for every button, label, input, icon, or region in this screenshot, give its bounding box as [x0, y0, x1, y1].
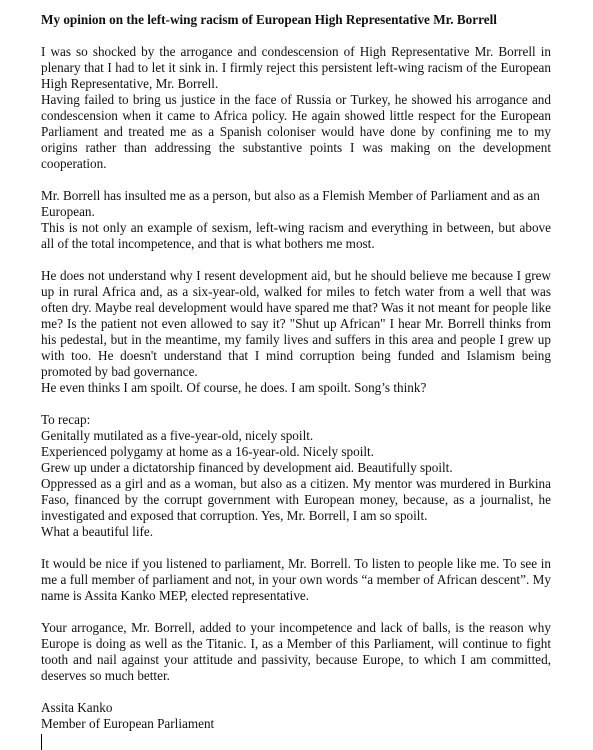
paragraph-spacer	[41, 172, 551, 188]
paragraph: I was so shocked by the arrogance and condescension of High Representative Mr. Borrell in plenary that I had to let it sink in. I firmly reject this persistent left-wing racism of the European High Representative, Mr. Borrell.	[41, 44, 551, 91]
paragraph: Mr. Borrell has insulted me as a person, but also as a Flemish Member of Parliament and as an European.	[41, 188, 540, 219]
paragraph: He even thinks I am spoilt. Of course, he does. I am spoilt. Song’s think?	[41, 380, 427, 395]
list-item: Experienced polygamy at home as a 16-year-old. Nicely spoilt.	[41, 444, 374, 459]
paragraph-spacer	[41, 252, 551, 268]
paragraph-spacer	[41, 540, 551, 556]
list-heading: To recap:	[41, 412, 91, 427]
signature-name: Assita Kanko	[41, 700, 113, 715]
paragraph: It would be nice if you listened to parliament, Mr. Borrell. To listen to people like me. To see in me a full member of parliament and not, in your own words “a member of African descent”. My name is Assita Kanko MEP, elected representative.	[41, 556, 551, 603]
paragraph-spacer	[41, 684, 551, 700]
text-cursor	[41, 734, 42, 750]
document-body[interactable]	[41, 12, 551, 732]
paragraph: Your arrogance, Mr. Borrell, added to your incompetence and lack of balls, is the reason why Europe is doing as well as the Titanic. I, as a Member of this Parliament, will continue to fight tooth and nail against your attitude and passivity, because Europe, to which I am committed, deserves so much better.	[41, 620, 551, 683]
paragraph-spacer	[41, 396, 551, 412]
paragraph: Having failed to bring us justice in the face of Russia or Turkey, he showed his arrogance and condescension when it came to Africa policy. He again showed little respect for the European Parliament and treated me as a Spanish coloniser would have done by confining me to my origins rather than addressing the substantive points I was making on the development cooperation.	[41, 92, 551, 171]
list-item: Oppressed as a girl and as a woman, but also as a citizen. My mentor was murdered in Burkina Faso, financed by the corrupt government with European money, because, as a journalist, he investigated and exposed that corruption. Yes, Mr. Borrell, I am so spoilt.	[41, 476, 551, 523]
list-item: Genitally mutilated as a five-year-old, nicely spoilt.	[41, 428, 314, 443]
signature-role: Member of European Parliament	[41, 716, 215, 731]
list-item: What a beautiful life.	[41, 524, 154, 539]
paragraph-spacer	[41, 604, 551, 620]
paragraph: He does not understand why I resent development aid, but he should believe me because I grew up in rural Africa and, as a six-year-old, walked for miles to fetch water from a well that was often dry. Maybe real development would have spared me that? Was it not meant for people like me? Is the patient not even allowed to say it? "Shut up African" I hear Mr. Borrell thinks from his pedestal, but in the meantime, my family lives and suffers in this area and people I grew up with too. He doesn't understand that I mind corruption being funded and Islamism being promoted by bad governance.	[41, 268, 551, 379]
document-title: My opinion on the left-wing racism of European High Representative Mr. Borrell	[41, 12, 497, 27]
list-item: Grew up under a dictatorship financed by development aid. Beautifully spoilt.	[41, 460, 453, 475]
paragraph: This is not only an example of sexism, left-wing racism and everything in between, but above all of the total incompetence, and that is what bothers me most.	[41, 220, 551, 251]
